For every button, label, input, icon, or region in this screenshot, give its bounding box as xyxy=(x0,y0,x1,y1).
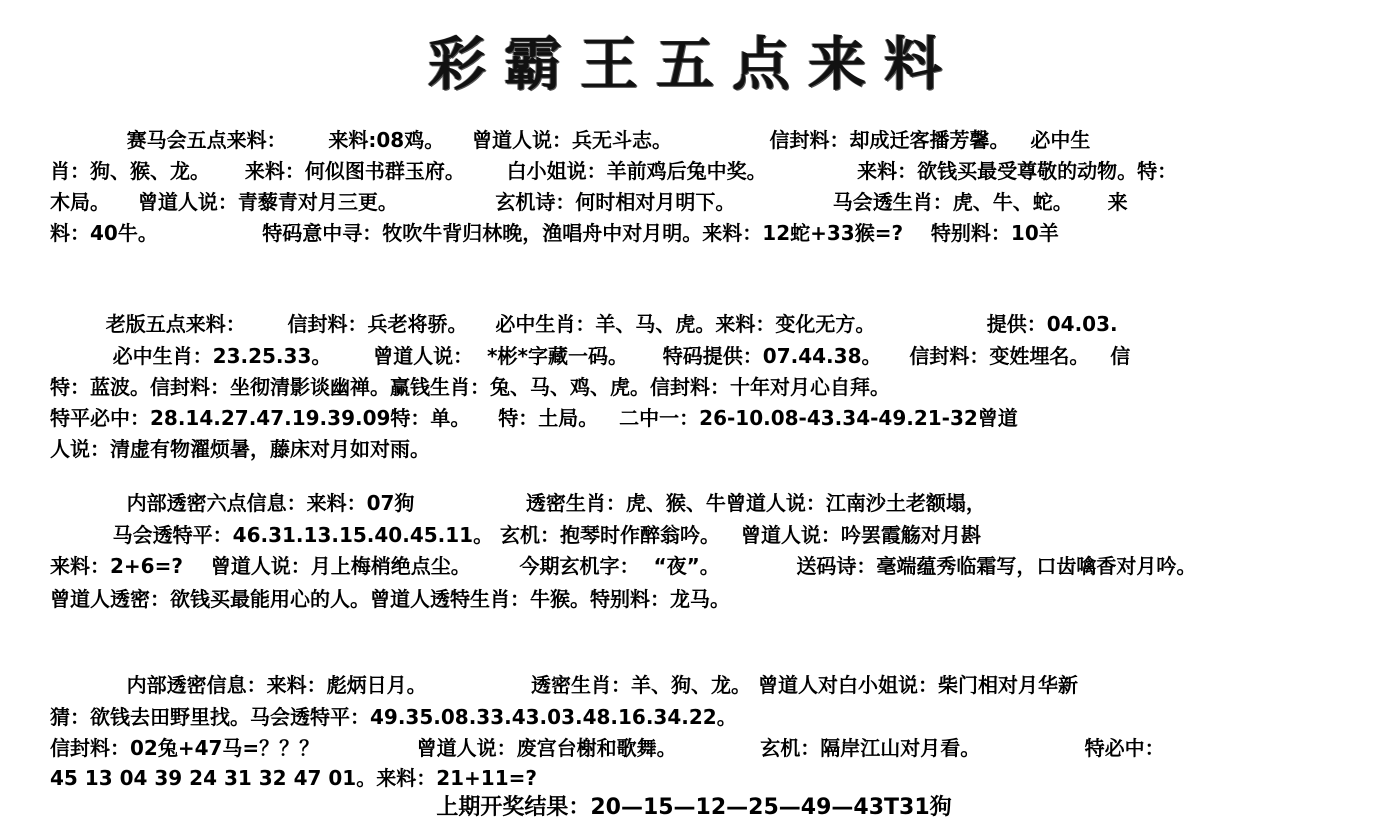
section-2-line-3: 特：蓝波。信封料：坐彻清影谈幽禅。赢钱生肖：兔、马、鸡、虎。信封料：十年对月心自拜。 xyxy=(50,375,890,399)
last-draw-result: 上期开奖结果：20—15—12—25—49—43T31狗 xyxy=(436,795,952,820)
page-title: 彩霸王五点来料 xyxy=(427,30,960,98)
section-2-line-1: 老版五点来料： 信封料：兵老将骄。 必中生肖：羊、马、虎。来料：变化无方。 提供：04.03. xyxy=(50,312,1118,336)
section-4-line-2: 猜：欲钱去田野里找。马会透特平：49.35.08.33.43.03.48.16.34.22。 xyxy=(50,705,737,729)
section-4-line-3: 信封料：02兔+47马=？？？ 曾道人说：废宫台榭和歌舞。 玄机：隔岸江山对月看。 特必中： xyxy=(50,736,1165,760)
section-3-line-1: 内部透密六点信息：来料：07狗 透密生肖：虎、猴、牛曾道人说：江南沙土老额塌， xyxy=(50,491,986,515)
section-3-line-4: 曾道人透密：欲钱买最能用心的人。曾道人透特生肖：牛猴。特别料：龙马。 xyxy=(50,587,730,611)
section-4-line-1: 内部透密信息：来料：彪炳日月。 透密生肖：羊、狗、龙。 曾道人对白小姐说：柴门相对月华新 xyxy=(50,673,1078,697)
section-3-line-2: 马会透特平：46.31.13.15.40.45.11。 玄机：抱琴时作醉翁吟。 曾道人说：吟罢霞觞对月斟 xyxy=(50,523,981,547)
section-1-line-2: 肖：狗、猴、龙。 来料：何似图书群玉府。 白小姐说：羊前鸡后兔中奖。 来料：欲钱买最受尊敬的动物。特： xyxy=(50,159,1178,183)
section-1-line-3: 木局。 曾道人说：青藜青对月三更。 玄机诗：何时相对月明下。 马会透生肖：虎、牛、蛇。 来 xyxy=(50,190,1128,214)
section-2-line-5: 人说：清虚有物濯烦暑，藤床对月如对雨。 xyxy=(50,437,430,461)
section-1-line-1: 赛马会五点来料： 来料:08鸡。 曾道人说：兵无斗志。 信封料：却成迁客播芳馨。 必中生 xyxy=(50,128,1091,152)
section-4-line-4: 45 13 04 39 24 31 32 47 01。来料：21+11=? xyxy=(50,766,537,790)
section-2-line-2: 必中生肖：23.25.33。 曾道人说： *彬*字藏一码。 特码提供：07.44.38。 信封料：变姓埋名。 信 xyxy=(50,344,1131,368)
section-2-line-4: 特平必中：28.14.27.47.19.39.09特：单。 特：土局。 二中一：26-10.08-43.34-49.21-32曾道 xyxy=(50,406,1018,430)
section-3-line-3: 来料：2+6=? 曾道人说：月上梅梢绝点尘。 今期玄机字： “夜”。 送码诗：毫端蕴秀临霜写，口齿噙香对月吟。 xyxy=(50,554,1197,578)
section-1-line-4: 料：40牛。 特码意中寻：牧吹牛背归林晚，渔唱舟中对月明。来料：12蛇+33猴=? 特别料：10羊 xyxy=(50,221,1059,245)
